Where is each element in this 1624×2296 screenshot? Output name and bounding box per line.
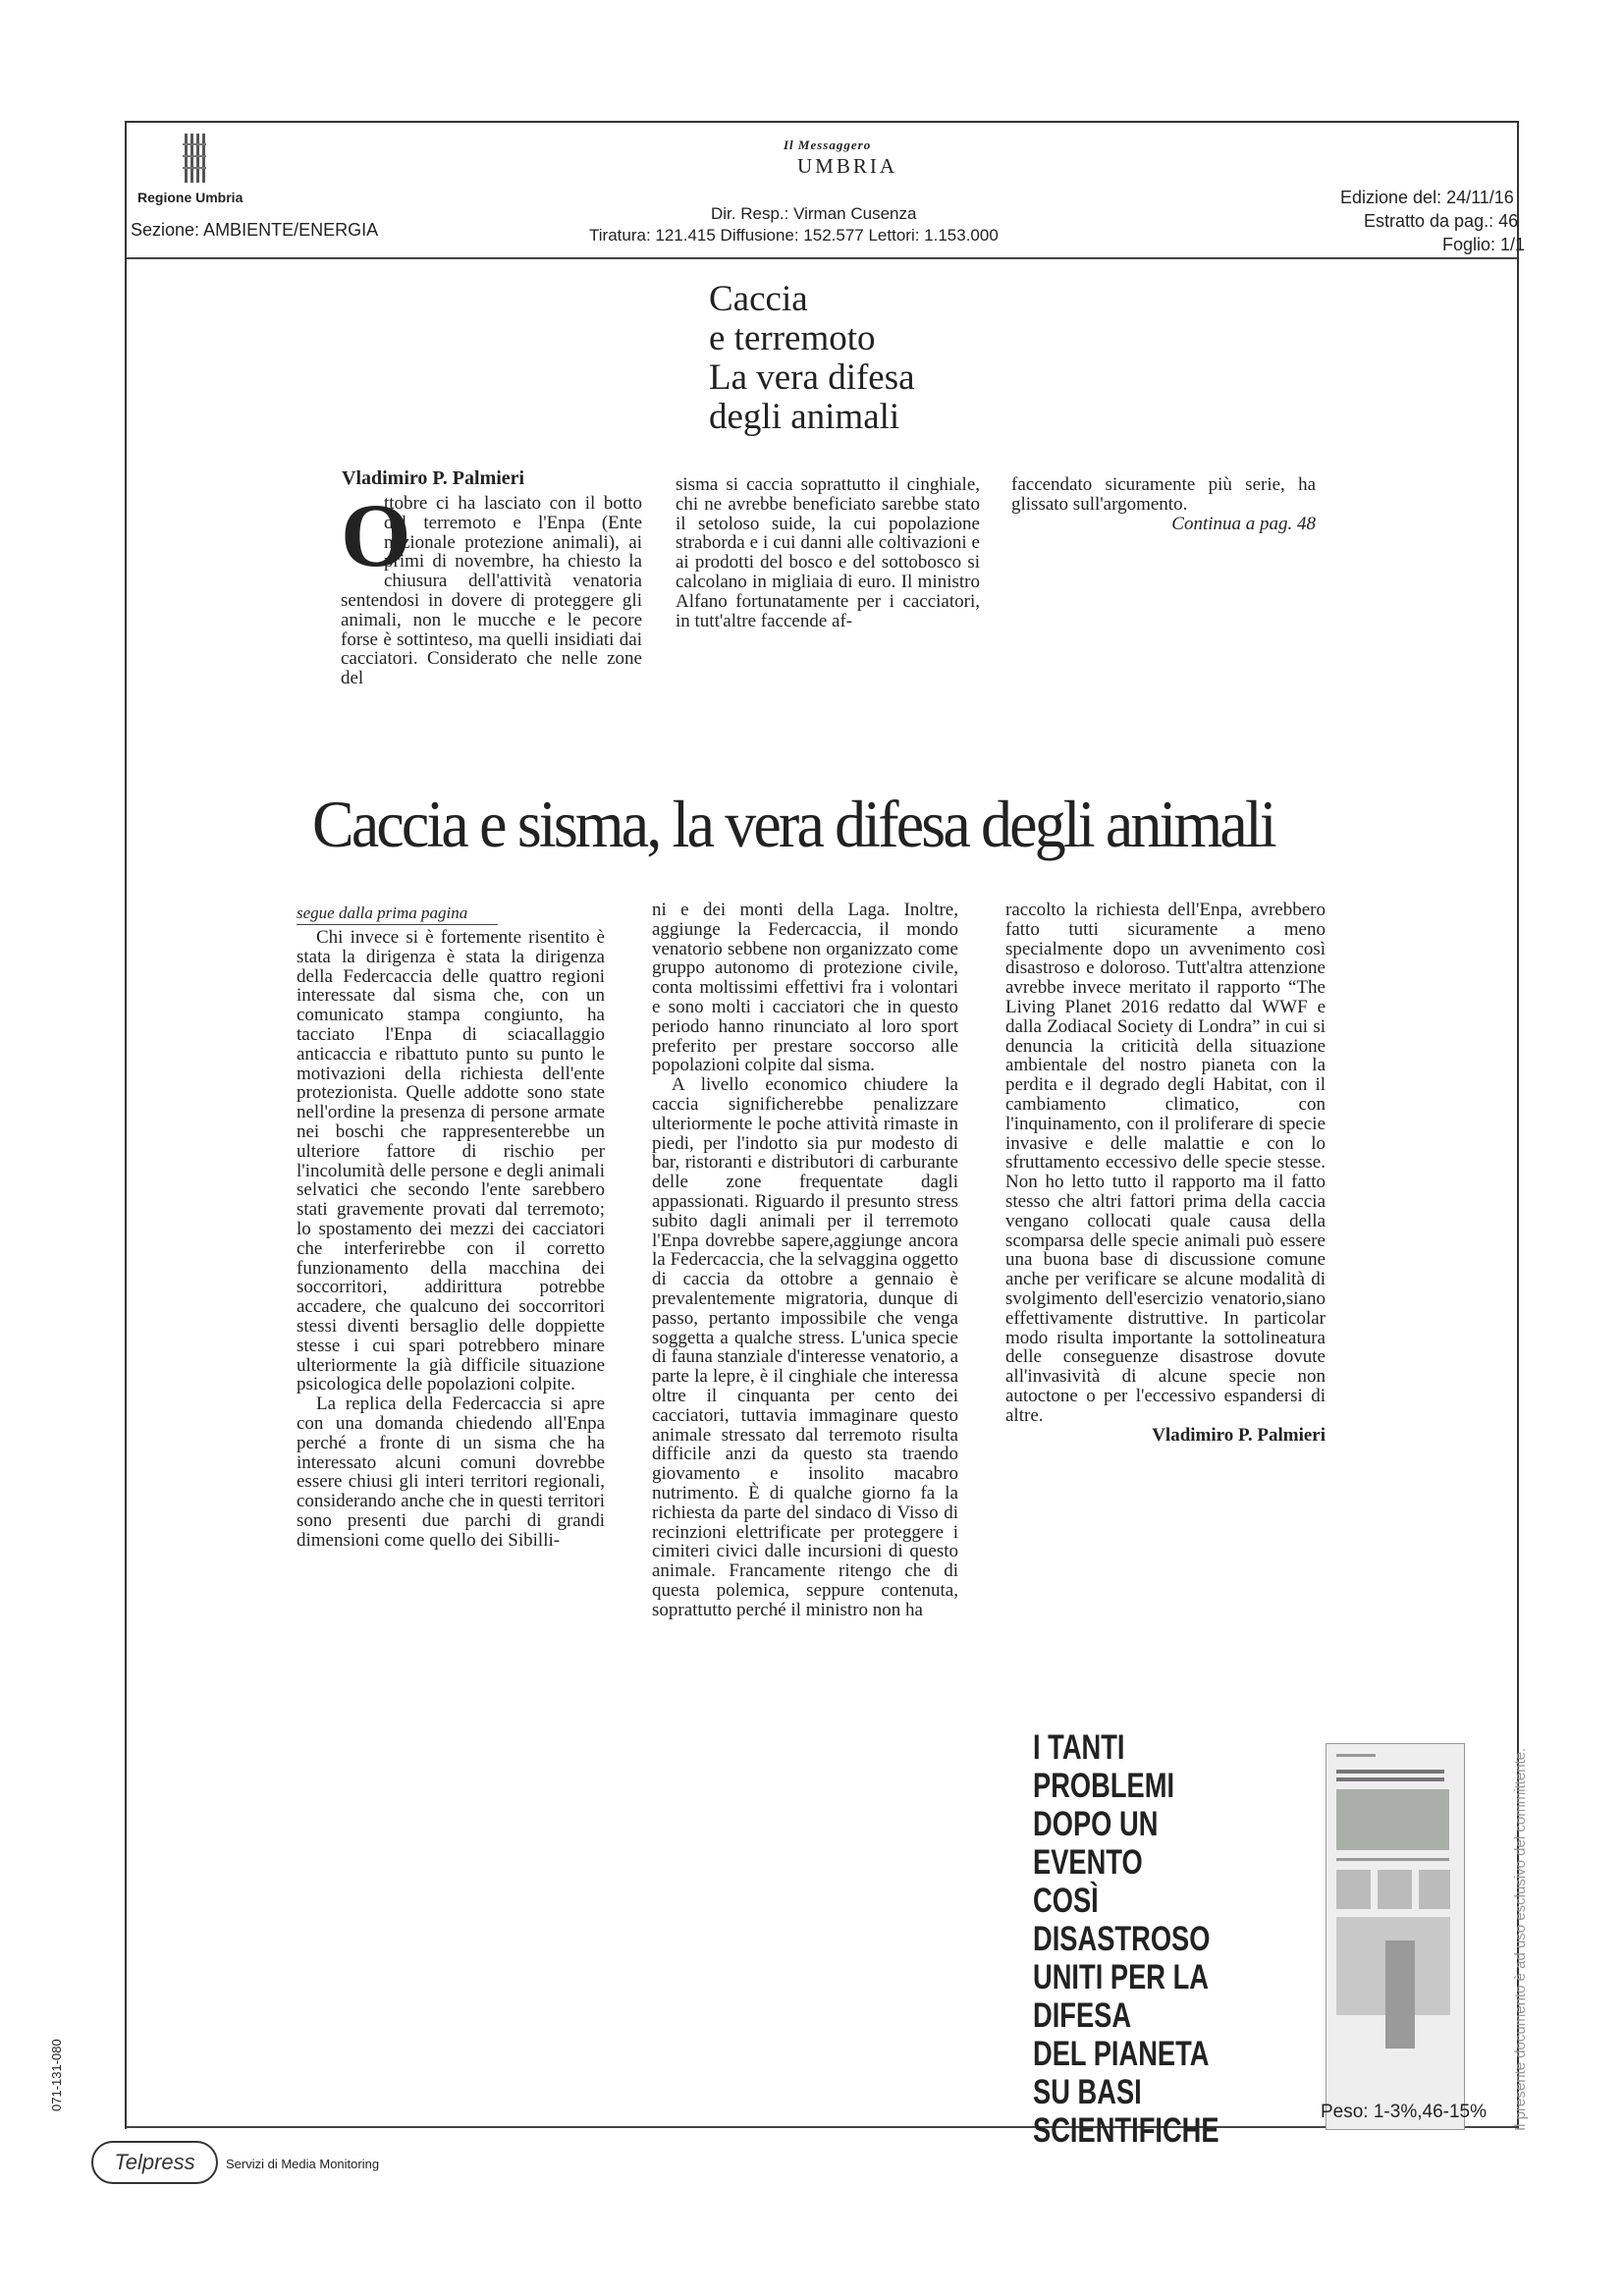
sheet-count: Foglio: 1/1 — [1442, 235, 1526, 254]
circulation-line: Tiratura: 121.415 Diffusione: 152.577 Lettori: 1.153.000 — [589, 226, 999, 245]
article-paragraph: raccolto la richiesta dell'Enpa, avrebbero fatto tutti sicuramente a meno specialmente dopo un avvenimento così disastroso e doloroso. Tutt'altra attenzione avrebbe invece meritato il rapporto “The Living Planet 2016 redatto dal WWF e dalla Zodiacal Society di Londra” in cui si denuncia la criticità della situazione ambientale del nostro pianeta con la perdita e il degrado degli Habitat, con il cambiamento climatico, con l'inquinamento, con il proliferare di specie invasive e delle malattie e con lo sfruttamento eccessivo delle specie stesse. Non ho letto tutto il rapporto ma il fatto stesso che altri fattori prima della caccia vengano collocati quale causa della scomparsa delle specie animali può essere una buona base di discussione comune anche per verificare se alcune modalità di svolgimento dell'esercizio venatorio,siano effettivamente distruttive. In particolar modo risulta importante la sottolineatura delle conseguenze disastrose dovute all'invasività di alcune specie non autoctone o per l'eccessivo espandersi di altre. — [1005, 900, 1326, 1426]
excerpt-title — [709, 280, 915, 437]
excerpt-paragraph: sisma si caccia soprattutto il cinghiale, chi ne avrebbe beneficiato sarebbe stato il setoloso suide, la cui popolazione straborda e i cui danni alle coltivazioni e ai prodotti del bosco e del sottobosco si calcolano in migliaia di euro. Il ministro Alfano fortunatamente per i cacciatori, in tutt'altre faccende af- — [676, 474, 980, 631]
header-divider — [127, 257, 1517, 259]
thumbnail-block — [1336, 1870, 1371, 1909]
masthead-title: Il Messaggero — [784, 137, 872, 152]
pull-quote — [1033, 1728, 1263, 2150]
pull-quote-line: I TANTI PROBLEMI — [1033, 1728, 1175, 1805]
pull-quote-line: DOPO UN EVENTO — [1033, 1805, 1159, 1882]
thumbnail-block — [1385, 1941, 1415, 2049]
article-column-1 — [297, 928, 605, 1551]
excerpt-paragraph: ttobre ci ha lasciato con il botto del terremoto e l'Enpa (Ente nazionale protezione animali), ai primi di novembre, ha chiesto la chiusura dell'attività venatoria sentendosi in dovere di proteggere gli animali, non le mucche e le pecore forse è sottinteso, ma quelli insidiati dai cacciatori. Considerato che nelle zone del — [341, 493, 642, 689]
usage-notice: Il presente documento è ad uso esclusivo del committente. — [1512, 1747, 1529, 2131]
excerpt-column-3 — [1011, 475, 1316, 533]
director-line: Dir. Resp.: Virman Cusenza — [711, 204, 917, 223]
thumbnail-block — [1419, 1870, 1450, 1909]
drop-cap: O — [341, 485, 411, 585]
footer-divider — [127, 2126, 1517, 2128]
article-signoff: Vladimiro P. Palmieri — [1152, 1424, 1326, 1446]
region-name: Regione Umbria — [137, 190, 244, 205]
excerpt-author: Vladimiro P. Palmieri — [342, 467, 525, 489]
continued-from-label: segue dalla prima pagina — [297, 903, 498, 925]
excerpt-paragraph: faccendato sicuramente più serie, ha glissato sull'argomento. — [1011, 474, 1316, 515]
section-label: Sezione: AMBIENTE/ENERGIA — [131, 220, 379, 240]
thumbnail-photo — [1336, 1789, 1449, 1850]
thumbnail-block — [1378, 1870, 1412, 1909]
frame-border-top — [125, 121, 1519, 123]
telpress-tagline: Servizi di Media Monitoring — [226, 2157, 380, 2171]
article-column-2 — [652, 901, 958, 1619]
thumbnail-line — [1336, 1770, 1444, 1774]
pull-quote-line: COSÌ DISASTROSO — [1033, 1882, 1211, 1958]
frame-border-left — [125, 121, 127, 2129]
thumbnail-line — [1336, 1777, 1444, 1781]
article-paragraph: Chi invece si è fortemente risentito è stata la dirigenza è stata la dirigenza della Federcaccia delle quattro regioni interessate dal sisma che, con un comunicato stampa congiunto, ha tacciato l'Enpa di sciacallaggio anticaccia e ribattuto punto su punto le motivazioni della richiesta dell'ente protezionista. Quelle addotte sono state nell'ordine la presenza di persone armate nei boschi che rappresenterebbe un ulteriore fattore di rischio per l'incolumità delle persone e degli animali selvatici che secondo l'ente sarebbero stati gravemente provati dal terremoto; lo spostamento dei mezzi dei cacciatori che interferirebbe con il corretto funzionamento della macchina dei soccorritori, addirittura potrebbe accadere, che qualcuno dei soccorritori stessi diventi bersaglio delle doppiette stesse i cui spari potrebbero minare ulteriormente la già difficile situazione psicologica delle popolazioni colpite. — [297, 927, 605, 1395]
excerpt-column-1 — [341, 485, 642, 689]
article-paragraph: A livello economico chiudere la caccia significherebbe penalizzare ulteriormente le poche attività rimaste in piedi, per l'indotto sia pur modesto di bar, ristoranti e distributori di carburante delle zone frequentate dagli appassionati. Riguardo il presunto stress subito dagli animali per il terremoto l'Enpa dovrebbe sapere,aggiunge ancora la Federcaccia, che la selvaggina oggetto di caccia da ottobre a gennaio è prevalentemente migratoria, dunque di passo, pertanto impossibile che venga soggetta a qualche stress. L'unica specie di fauna stanziale d'interesse venatorio, a parte la lepre, è il cinghiale che interessa oltre il cinquanta per cento dei cacciatori, tuttavia immaginare questo animale stressato dal terremoto risulta difficile anzi da questo sta traendo giovamento e insolito macabro nutrimento. È di qualche giorno fa la richiesta da parte del sindaco di Visso di recinzioni elettrificate per proteggere i cimiteri civici dalle incursioni di questo animale. Francamente ritengo che di questa polemica, seppure contenuta, soprattutto perché il ministro non ha — [652, 1074, 958, 1620]
document-code: 071-131-080 — [49, 2039, 64, 2111]
thumbnail-line — [1336, 1754, 1376, 1757]
masthead-edition: UMBRIA — [797, 154, 898, 178]
pull-quote-line: DEL PIANETA — [1033, 2035, 1210, 2073]
front-page-thumbnail — [1326, 1743, 1465, 2130]
excerpt-column-2 — [676, 475, 980, 630]
excerpt-title-line: La vera difesa — [709, 357, 915, 398]
weight-label: Peso: 1-3%,46-15% — [1321, 2102, 1487, 2122]
article-paragraph: ni e dei monti della Laga. Inoltre, aggiunge la Federcaccia, il mondo venatorio sebbene non organizzato come gruppo autonomo di protezione civile, conta moltissimi effettivi fra i volontari e sono molti i cacciatori che in questo periodo hanno rinunciato al loro sport preferito per prestare soccorso alle popolazioni colpite dal sisma. — [652, 900, 958, 1076]
thumbnail-line — [1336, 1858, 1449, 1861]
pull-quote-line: SU BASI SCIENTIFICHE — [1033, 2073, 1219, 2150]
article-paragraph: La replica della Federcaccia si apre con una domanda chiedendo all'Enpa perché a fronte di un sisma che ha interessato alcuni comuni dovrebbe essere chiusi gli interi territori regionali, considerando anche che in questi territori sono presenti due parchi di grandi dimensioni come quello dei Sibilli- — [297, 1394, 605, 1551]
extract-page: Estratto da pag.: 46 — [1364, 211, 1519, 231]
region-crest-icon — [183, 134, 206, 183]
excerpt-title-line: degli animali — [709, 397, 900, 437]
continue-reference: Continua a pag. 48 — [1171, 513, 1316, 534]
article-column-3 — [1005, 901, 1326, 1445]
excerpt-title-line: Caccia — [709, 279, 808, 319]
excerpt-title-line: e terremoto — [709, 318, 876, 358]
pull-quote-line: UNITI PER LA DIFESA — [1033, 1958, 1208, 2035]
telpress-logo: Telpress — [91, 2141, 218, 2184]
edition-date: Edizione del: 24/11/16 — [1340, 188, 1514, 207]
article-headline: Caccia e sisma, la vera difesa degli animali — [312, 787, 1274, 861]
